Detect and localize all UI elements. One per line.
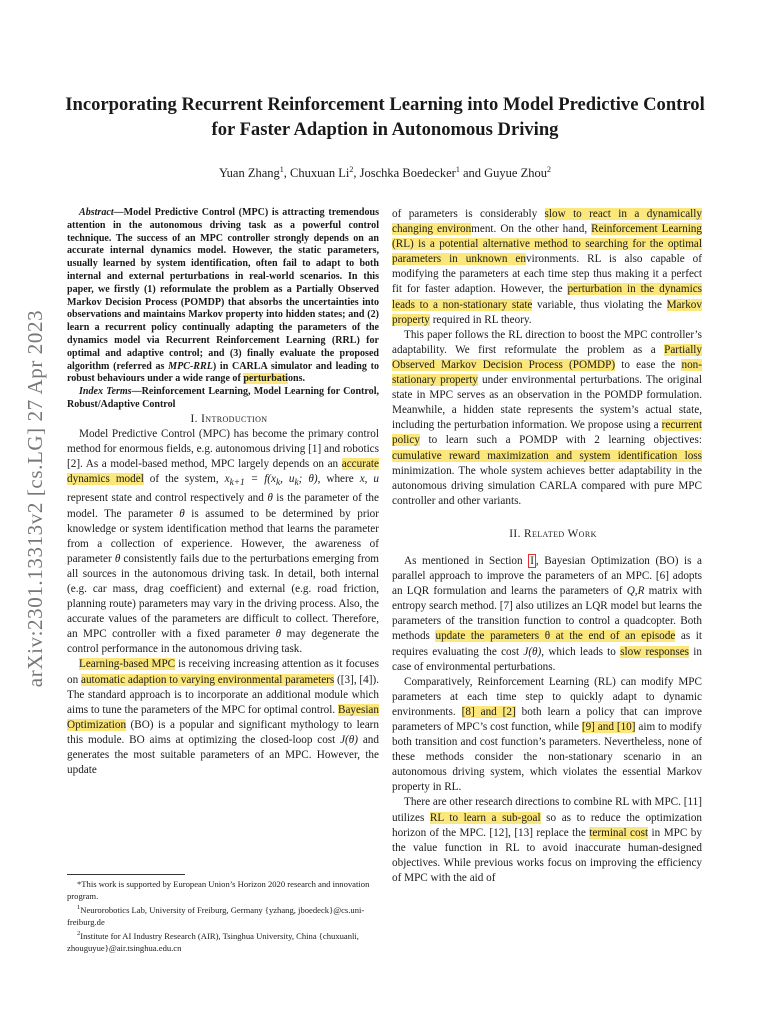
text: is assumed to be determined by prior knowledge or system identification method that learns the parameter from a collection of experience. However, the awareness of parameter bbox=[67, 507, 379, 565]
paper-title: Incorporating Recurrent Reinforcement Learning into Model Predictive Control for Faster Adaption in Autonomous Driving bbox=[65, 94, 705, 140]
abstract bbox=[67, 207, 379, 412]
highlight: terminal cost bbox=[589, 826, 649, 839]
author: Guyue Zhou bbox=[484, 166, 547, 181]
text: (BO) is a popular and significant mythology to learn this module. BO aims at optimizing the closed-loop cost bbox=[67, 718, 379, 746]
text: so as to reduce the optimization horizon of the MPC. [12], [13] replace the bbox=[392, 811, 703, 839]
text: Model Predictive Control (MPC) has become the primary control method for enormous fields, e.g. autonomous driving [1] and robotics [2]. As a model-based method, MPC largely depends on an bbox=[67, 427, 379, 471]
text: to learn such a POMDP with 2 learning objectives: bbox=[419, 434, 702, 447]
math-symbol: x, u bbox=[359, 473, 380, 486]
highlight: slow to react in a dynamically changing environ bbox=[392, 208, 702, 236]
abstract-text: Model Predictive Control (MPC) is attracting tremendous attention in the autonomous driving task as a powerful control technique. The success of an MPC controller strongly depends on an accurate internal dynamics model. However, the static parameters, usually learned by system identification, often fail to adapt to both internal and external perturbations in real-world scenarios. In this paper, we firstly (1) reformulate the problem as a Partially Observed Markov Decision Process (POMDP) that absorbs the uncertainties into observations and maintains Markov property into hidden states; and (2) learn a recurrent policy continually adapting the parameters of the dynamics model via Recurrent Reinforcement Learning (RRL) for optimal and adaptive control; and (3) finally evaluate the proposed algorithm (referred as bbox=[67, 207, 379, 372]
abstract-dash: — bbox=[113, 207, 124, 218]
highlight: cumulative reward maximization and system identification loss bbox=[392, 449, 702, 462]
author-separator: , bbox=[283, 166, 291, 181]
highlight: automatic adaption to varying environmental parameters bbox=[81, 673, 335, 686]
text: in case of environmental perturbations. bbox=[392, 645, 703, 673]
section-heading-related-work: II. Related Work bbox=[509, 527, 597, 540]
text: is receiving increasing attention as it focuses on bbox=[67, 658, 379, 686]
text: under environmental perturbations. The original state in MPC serves as an observation in the POMDP formulation. Meanwhile, a hidden state represents the system’s actual state, including the perturbation information. We propose using a bbox=[392, 374, 702, 432]
highlight: RL to learn a sub-goal bbox=[429, 811, 541, 824]
index-terms-dash: — bbox=[131, 386, 142, 398]
text: consistently fails due to the perturbations emerging from all sources in the autonomous driving task. In detail, both internal (e.g. car mass, drag coefficient) and external (e.g. road friction, planning route) parameters may vary in the driving process. Also, the accurate values of the parameters are difficult to collect. Therefore, an MPC controller with a fixed parameter bbox=[67, 552, 380, 641]
text: variable, thus violating the bbox=[532, 298, 667, 311]
author: Yuan Zhang bbox=[219, 166, 280, 181]
text: minimization. The whole system achieves better adaptability in the autonomous driving simulation CARLA compared with pure MPC controller and other variants. bbox=[392, 464, 702, 507]
abstract-text: ) in CARLA simulator and leading to robust behaviours under a wide range of bbox=[67, 360, 379, 385]
text: ment. On the other hand, bbox=[471, 223, 592, 236]
text: aim to modify both transition and cost function’s parameters. Nevertheless, none of these methods consider the non-stationary scenario in an autonomous driving system, which violates the essential Markov property in RL. bbox=[392, 721, 702, 794]
related-paragraph-1 bbox=[392, 554, 702, 675]
highlight: non-stationary property bbox=[392, 358, 702, 387]
highlight: [8] and [2] bbox=[461, 705, 516, 718]
abstract-text: ons. bbox=[287, 373, 306, 385]
related-paragraph-3 bbox=[392, 795, 702, 886]
footnote-mark: 2 bbox=[77, 930, 81, 938]
text: is the parameter of the model. The parameter bbox=[67, 492, 379, 520]
related-paragraph-2 bbox=[392, 675, 702, 796]
index-terms-label: Index Terms bbox=[79, 386, 132, 398]
intro-paragraph-1 bbox=[67, 427, 379, 658]
math-symbol: θ bbox=[275, 628, 282, 641]
text: As mentioned in Section bbox=[404, 554, 529, 567]
affiliation-mark: 2 bbox=[349, 165, 354, 174]
affiliation-footnote-2 bbox=[67, 928, 379, 954]
affiliation-mark: 1 bbox=[279, 165, 284, 174]
affiliation-mark: 2 bbox=[546, 165, 551, 174]
text: matrix with entropy search method. [7] also utilizes an LQR model but learns the parameters of the transition function to control a quadcopter. Both methods bbox=[392, 585, 702, 643]
text: of parameters is considerably bbox=[392, 208, 545, 220]
abstract-paragraph bbox=[67, 207, 379, 386]
highlight: perturbation in the dynamics leads to a non-stationary state bbox=[392, 283, 703, 311]
highlight: perturbati bbox=[243, 373, 288, 385]
text: and generates the most suitable parameters of an MPC. However, the update bbox=[67, 733, 379, 777]
highlight: Markov property bbox=[392, 298, 702, 326]
text: ([3], [4]). The standard approach is to incorporate an additional module which aims to tune the parameters of the MPC for optimal control. bbox=[67, 673, 380, 716]
footnote-text: Institute for AI Industry Research (AIR), Tsinghua University, China {chuxuanli, zhouguyue}@air.tsinghua.edu.cn bbox=[67, 931, 359, 953]
index-terms-text: Reinforcement Learning, Model Learning for Control, Robust/Adaptive Control bbox=[67, 386, 379, 410]
text: both learn a policy that can improve parameters of MPC’s cost function, while bbox=[392, 705, 702, 733]
text: vironments. RL is also capable of modifying the parameters at each time step thus making it a perfect fit for faster adaption. However, the bbox=[392, 253, 702, 296]
text: There are other research directions to combine RL with MPC. [11] utilizes bbox=[392, 796, 702, 824]
abstract-label: Abstract bbox=[79, 207, 114, 218]
author-list bbox=[60, 162, 710, 181]
text: represent state and control respectively and bbox=[67, 492, 268, 505]
math-symbol: J(θ) bbox=[523, 645, 542, 658]
intro-paragraph-4 bbox=[392, 328, 702, 509]
method-name: MPC-RRL bbox=[168, 360, 213, 372]
left-column bbox=[67, 207, 379, 778]
highlight: Learning-based MPC bbox=[79, 658, 176, 671]
text: of the system, bbox=[143, 473, 225, 486]
index-terms bbox=[67, 386, 379, 412]
math-symbol: θ bbox=[179, 507, 185, 520]
intro-paragraph-3 bbox=[392, 207, 702, 328]
highlight: [9] and [10] bbox=[581, 721, 636, 733]
text: to ease the bbox=[615, 358, 682, 371]
right-column bbox=[392, 207, 702, 886]
arxiv-identifier-margin bbox=[16, 268, 56, 728]
footnote-rule bbox=[67, 874, 185, 875]
text: in MPC by the value function in RL to avoid inaccurate human-designed objectives. While previous works focus on improving the efficiency of MPC with the aid of bbox=[392, 826, 702, 884]
equation: $x_{k+1} = f(x_k$, $u_k$; θ) bbox=[224, 473, 318, 489]
highlight: slow responses bbox=[620, 645, 690, 658]
author-separator: , bbox=[353, 166, 360, 181]
text: , Bayesian Optimization (BO) is a parallel approach to improve the parameters of an MPC. [6] adopts an LQR formulation and learns the parameters of bbox=[392, 554, 703, 598]
math-symbol: θ bbox=[267, 492, 273, 505]
affiliation-mark: 1 bbox=[455, 165, 460, 174]
highlight: Partially Observed Markov Decision Process (POMDP) bbox=[392, 343, 702, 371]
text: , which leads to bbox=[541, 645, 621, 658]
footnote-text: Neurorobotics Lab, University of Freiburg, Germany {yzhang, jboedeck}@cs.uni-freiburg.de bbox=[67, 905, 365, 927]
section-heading-introduction: I. Introduction bbox=[190, 412, 268, 425]
author: Joschka Boedecker bbox=[359, 166, 456, 181]
funding-footnote: *This work is supported by European Union’s Horizon 2020 research and innovation program. bbox=[67, 879, 370, 901]
section-link[interactable]: I bbox=[530, 554, 534, 567]
highlight: accurate dynamics model bbox=[67, 458, 379, 486]
highlight: update the parameters θ at the end of an episode bbox=[435, 630, 676, 643]
math-symbol: J(θ) bbox=[340, 733, 359, 746]
text: This paper follows the RL direction to boost the MPC controller’s adaptability. We first reformulate the problem as a bbox=[392, 328, 702, 356]
text: , where bbox=[317, 473, 360, 486]
math-symbol: θ bbox=[114, 552, 121, 565]
highlight: Reinforcement Learning (RL) is a potential alternative method to searching for the optimal parameters in unknown en bbox=[392, 223, 702, 266]
affiliation-footnote-1 bbox=[67, 902, 379, 928]
math-symbol: Q,R bbox=[626, 585, 645, 598]
text: as it requires evaluating the cost bbox=[392, 630, 702, 658]
intro-paragraph-2 bbox=[67, 657, 379, 778]
text: may degenerate the control performance in the autonomous driving task. bbox=[67, 628, 379, 656]
footnotes bbox=[67, 874, 379, 954]
footnote-mark: 1 bbox=[77, 904, 81, 912]
author: Chuxuan Li bbox=[290, 166, 350, 181]
text: Comparatively, Reinforcement Learning (RL) can modify MPC parameters at each time step to quickly adapt to dynamic environments. bbox=[392, 675, 702, 718]
highlight: recurrent policy bbox=[392, 419, 702, 447]
author-separator: and bbox=[459, 166, 485, 181]
highlight: Bayesian Optimization bbox=[67, 703, 379, 731]
arxiv-identifier: arXiv:2301.13313v2 [cs.LG] 27 Apr 2023 bbox=[23, 309, 48, 687]
text: required in RL theory. bbox=[429, 313, 532, 326]
